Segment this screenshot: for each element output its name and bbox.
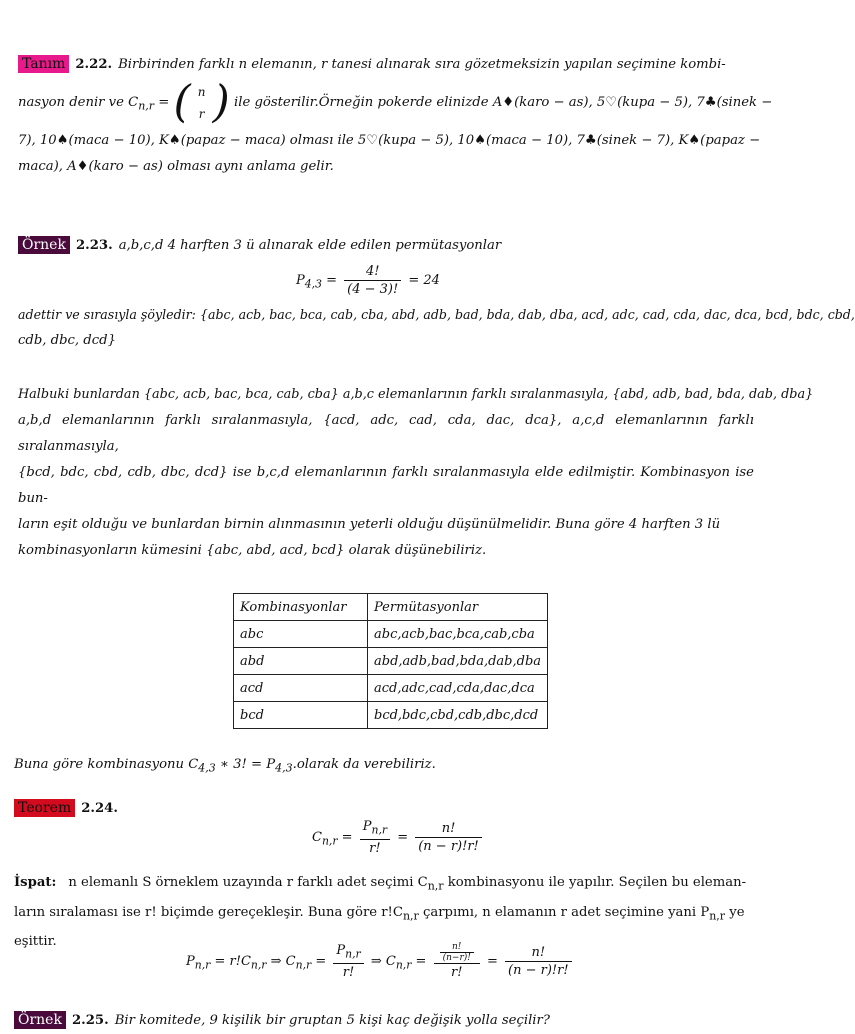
thm-tag: Teorem — [14, 799, 75, 817]
pf-c-sub: n,r — [395, 958, 412, 972]
after-table-c: .olarak da verebiliriz. — [292, 757, 436, 772]
after-table-a: Buna göre kombinasyonu C — [14, 757, 199, 772]
def-line-3: 7), 10♠(maca − 10), K♠(papaz − maca) olması ile 5♡(kupa − 5), 10♠(maca − 10), 7♣(sinek − 7), K♠(papaz − — [18, 133, 761, 148]
pf-eq-2: = — [411, 954, 431, 969]
def-sub: n,r — [138, 99, 155, 113]
ex23-tag: Örnek — [18, 236, 70, 254]
table-row — [234, 648, 548, 675]
ex23-formula-lhs: P — [296, 273, 305, 288]
pf-a: = r!C — [210, 954, 251, 969]
proof-line-3: eşittir. — [14, 934, 57, 950]
para-line-5: kombinasyonların kümesini {abc, abd, acd, bcd} olarak düşünebiliriz. — [18, 543, 487, 558]
after-table-sub2: 4,3 — [275, 761, 293, 775]
ex25-text: Bir komitede, 9 kişilik bir gruptan 5 kişi kaç değişik yolla seçilir? — [114, 1013, 550, 1028]
example-2-23 — [18, 233, 754, 259]
pf-p: P — [186, 954, 195, 969]
ex23-formula-rhs: = 24 — [408, 273, 440, 288]
ex23-frac-num: 4! — [365, 264, 380, 279]
para-line-3: {bcd, bdc, cbd, cdb, dbc, dcd} ise b,c,d elemanlarının farklı sıralanmasıyla elde edilmiştir. Kombinasyon ise bun- — [18, 465, 754, 506]
proof-sub-2b: n,r — [709, 909, 726, 923]
thm-f2-num: n! — [441, 820, 456, 836]
table-cell: abd,adb,bad,bda,dab,dba — [368, 648, 548, 675]
def-number: 2.22. — [75, 57, 113, 72]
pf-f2-num — [434, 942, 480, 963]
pf-f1-num-text: P — [336, 943, 346, 959]
proof-text-2-end2: ye — [725, 904, 745, 920]
table-header-permutations: Permütasyonlar — [368, 594, 548, 621]
ex23-line-3: cdb, dbc, dcd} — [18, 333, 116, 348]
pf-f2-den: r! — [434, 963, 480, 981]
thm-f2-den: (n − r)!r! — [415, 837, 482, 855]
thm-frac-1 — [360, 818, 390, 857]
thm-frac-2 — [415, 820, 482, 855]
def-line-2 — [18, 76, 773, 128]
table-row — [234, 702, 548, 729]
table-cell: bcd,bdc,cbd,cdb,dbc,dcd — [368, 702, 548, 729]
pf-frac-3 — [505, 944, 572, 979]
pf-f1-den: r! — [333, 963, 363, 981]
after-table-text — [14, 752, 750, 782]
ex23-frac-den: (4 − 3)! — [344, 280, 401, 298]
proof-text-1-end: kombinasyonu ile yapılır. Seçilen bu eleman- — [443, 875, 747, 890]
para-line-1: Halbuki bunlardan {abc, acb, bac, bca, cab, cba} a,b,c elemanlarının farklı sıralanmasıyla, {abd, adb, bad, bda, dab, dba} — [18, 387, 814, 402]
pf-b-sub: n,r — [295, 958, 312, 972]
def-line-1 — [18, 52, 754, 78]
ex23-fraction — [344, 263, 401, 298]
pf-c: ⇒ C — [370, 954, 396, 969]
proof-sub-1: n,r — [427, 879, 444, 893]
proof-sub-2: n,r — [402, 909, 419, 923]
pf-f1-num — [333, 942, 363, 963]
pf-eq-1: = — [311, 954, 331, 969]
table-header-combinations: Kombinasyonlar — [234, 594, 368, 621]
pf-p-sub: n,r — [194, 958, 211, 972]
proof-line-1 — [14, 870, 754, 900]
thm-formula: $C_{n,r}$ = $\frac{P_{n,r}}{r!}$ = $\frac{n!}{(n - r)!r!}$ — [312, 818, 485, 857]
table-cell: abc — [234, 621, 368, 648]
ex23-line-1 — [18, 233, 754, 259]
pf-f2-inner-den: (n−r)! — [440, 952, 474, 963]
pf-f2-inner — [440, 942, 474, 963]
def-text-2b: ile gösterilir.Örneğin pokerde elinizde A♦(karo − as), 5♡(kupa − 5), 7♣(sinek − — [234, 95, 773, 110]
def-text-2a: nasyon denir ve C — [18, 95, 139, 110]
proof-text-2: ların sıralaması ise r! biçimde gereçekleşir. Buna göre r!C — [14, 904, 403, 920]
pf-f1-num-sub: n,r — [345, 947, 361, 961]
proof-formula — [186, 942, 575, 981]
binom-bottom: r — [198, 106, 205, 121]
table-header-row — [234, 594, 548, 621]
ex23-number: 2.23. — [75, 238, 113, 253]
example-2-25 — [14, 1008, 750, 1034]
ex25-tag: Örnek — [14, 1011, 66, 1029]
ex23-formula-sub: 4,3 — [304, 277, 322, 291]
ex23-line-2: adettir ve sırasıyla şöyledir: {abc, acb, bac, bca, cab, cba, abd, adb, bad, bda, dab, dba, acd, adc, cad, cda, dac, dca, bcd, bdc, cbd, — [18, 307, 855, 322]
thm-f1-num — [360, 818, 390, 839]
pf-frac-1 — [333, 942, 363, 981]
proof-text-2-end: çarpımı, n elamanın r adet seçimine yani P — [418, 904, 710, 920]
after-table-sub: 4,3 — [198, 761, 216, 775]
table-row — [234, 675, 548, 702]
thm-f1-num-text: P — [362, 819, 372, 834]
thm-number: 2.24. — [81, 801, 118, 816]
explanation-paragraph — [18, 382, 814, 564]
combination-table — [233, 593, 548, 729]
binom-left-paren: ( — [173, 76, 191, 128]
pf-b: ⇒ C — [266, 954, 296, 969]
ex23-text-1: a,b,c,d 4 harften 3 ü alınarak elde edilen permütasyonlar — [118, 238, 502, 253]
pf-frac-2 — [434, 942, 480, 981]
table-cell: abd — [234, 648, 368, 675]
table-cell: acd,adc,cad,cda,dac,dca — [368, 675, 548, 702]
pf-f2-inner-num: n! — [452, 942, 462, 952]
after-table-b: ∗ 3! = P — [215, 757, 276, 772]
table-row — [234, 621, 548, 648]
table-cell: abc,acb,bac,bca,cab,cba — [368, 621, 548, 648]
pf-f3-num: n! — [531, 945, 546, 960]
proof-title: İspat: — [14, 875, 57, 890]
para-line-4: ların eşit olduğu ve bunlardan birnin alınmasının yeterli olduğu düşünülmelidir. Buna göre 4 harften 3 lü — [18, 517, 721, 532]
ex23-formula: $P_{4,3}$ = $\frac{4!}{(4 - 3)!}$ = 24 — [296, 264, 440, 297]
ex25-number: 2.25. — [71, 1013, 109, 1028]
definition-2-22 — [18, 52, 773, 180]
thm-lhs-sub: n,r — [321, 834, 338, 848]
def-line-4: maca), A♦(karo − as) olması aynı anlama gelir. — [18, 159, 334, 174]
binom-top: n — [197, 84, 206, 99]
table-cell: acd — [234, 675, 368, 702]
thm-f1-den: r! — [360, 839, 390, 857]
def-text-1: Birbirinden farklı n elemanın, r tanesi alınarak sıra gözetmeksizin yapılan seçimine kombi- — [118, 57, 726, 72]
proof-text-1: n elemanlı S örneklem uzayında r farklı adet seçimi C — [68, 875, 428, 890]
thm-f1-num-sub: n,r — [371, 823, 388, 837]
pf-eq-3: = — [487, 954, 503, 969]
def-tag: Tanım — [18, 55, 69, 73]
def-eq: = — [154, 95, 174, 110]
ex23-list — [18, 302, 855, 354]
para-line-2: a,b,d elemanlarının farklı sıralanmasıyla, {acd, adc, cad, cda, dac, dca}, a,c,d elemanlarının farklı sıralanmasıyla, — [18, 413, 754, 454]
binom-right-paren: ) — [212, 76, 230, 128]
binomial — [191, 81, 213, 125]
table-cell: bcd — [234, 702, 368, 729]
thm-lhs: C — [312, 829, 322, 845]
pf-f3-den: (n − r)!r! — [505, 961, 572, 979]
pf-a-sub: n,r — [250, 958, 267, 972]
proof-line-2 — [14, 900, 754, 930]
